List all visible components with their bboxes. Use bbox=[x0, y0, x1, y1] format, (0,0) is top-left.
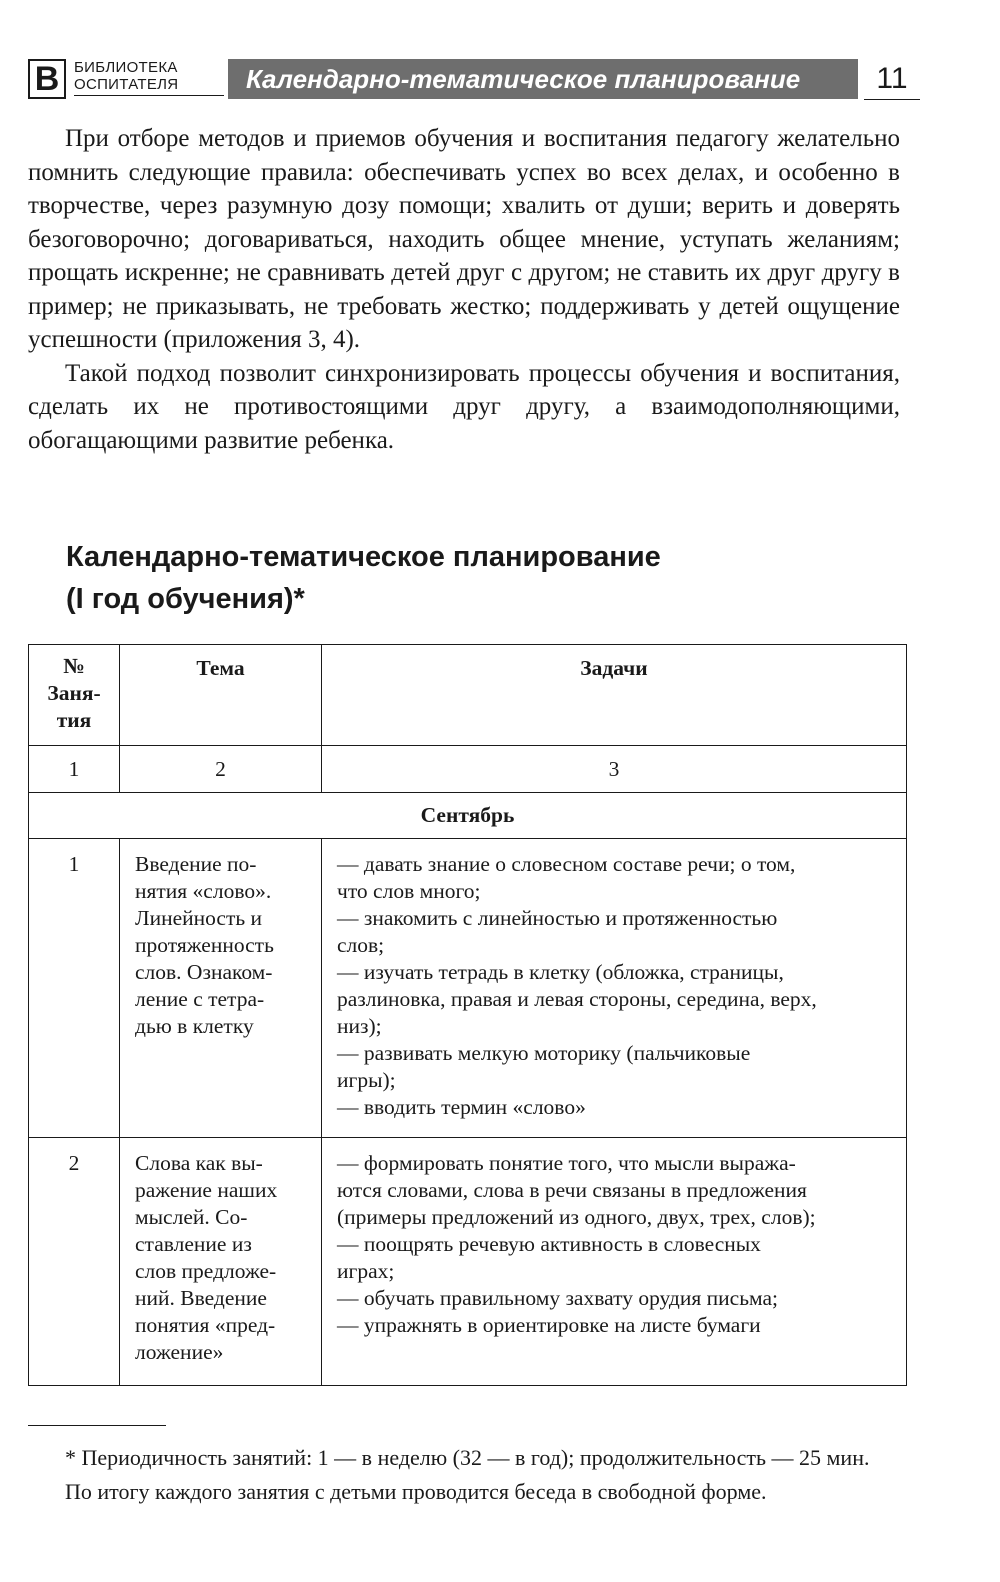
task-line: — знакомить с линейностью и протяженностью bbox=[337, 906, 778, 930]
topic-line: Введение по- bbox=[135, 852, 257, 876]
topic-line: ставление из bbox=[135, 1232, 252, 1256]
series-logo-line-1: БИБЛИОТЕКА bbox=[74, 59, 178, 76]
task-line: — упражнять в ориентировке на листе бумаги bbox=[337, 1313, 761, 1337]
task-line: — формировать понятие того, что мысли выража- bbox=[337, 1151, 796, 1175]
topic-line: ление с тетра- bbox=[135, 987, 265, 1011]
topic-line: нятия «слово». bbox=[135, 879, 272, 903]
footnote-rule bbox=[28, 1425, 166, 1426]
task-line: — поощрять речевую активность в словесных bbox=[337, 1232, 761, 1256]
lesson-tasks bbox=[322, 839, 907, 1138]
series-logo-text bbox=[74, 59, 224, 96]
section-heading-line-2: (I год обучения)* bbox=[66, 583, 305, 615]
topic-line: ний. Введение bbox=[135, 1286, 267, 1310]
lesson-number: 2 bbox=[29, 1138, 120, 1386]
series-logo-line-2: ОСПИТАТЕЛЯ bbox=[74, 76, 179, 93]
header-num-line-3: тия bbox=[56, 708, 92, 732]
task-line: играх; bbox=[337, 1259, 395, 1283]
header-lesson-number bbox=[29, 645, 120, 746]
paragraph-2: Такой подход позволит синхронизировать процессы обучения и воспитания, сделать их не противостоящими друг другу, а взаимодополняющими, обогащающими развитие ребенка. bbox=[28, 359, 900, 454]
month-label: Сентябрь bbox=[29, 793, 907, 839]
page-number: 11 bbox=[864, 59, 920, 100]
series-logo-letter: В bbox=[28, 59, 66, 99]
task-line: (примеры предложений из одного, двух, трех, слов); bbox=[337, 1205, 816, 1229]
section-heading bbox=[66, 536, 886, 620]
topic-line: слов предложе- bbox=[135, 1259, 277, 1283]
table-header-row bbox=[29, 645, 907, 746]
task-line: слов; bbox=[337, 933, 385, 957]
task-line: низ); bbox=[337, 1014, 382, 1038]
footnotes bbox=[28, 1443, 908, 1506]
topic-line: слов. Ознаком- bbox=[135, 960, 273, 984]
footnote-conversation: По итогу каждого занятия с детьми проводится беседа в свободной форме. bbox=[65, 1479, 767, 1504]
topic-line: понятия «пред- bbox=[135, 1313, 276, 1337]
topic-line: ложение» bbox=[135, 1340, 224, 1364]
task-line: — изучать тетрадь в клетку (обложка, страницы, bbox=[337, 960, 784, 984]
lesson-topic bbox=[120, 839, 322, 1138]
paragraph-1: При отборе методов и приемов обучения и воспитания педагогу желательно помнить следующие правила: обеспечивать успех во всех делах, и особенно в творчестве, через разумную дозу помощи; хвалить от души; верить и доверять безоговорочно; договариваться, находить общее мнение, уступать желаниям; прощать искренне; не сравнивать детей друг с другом; не ставить их друг другу в пример; не приказывать, не требовать жестко; поддерживать у детей ощущение успешности (приложения 3, 4). bbox=[28, 125, 900, 353]
plan-table bbox=[28, 644, 907, 1386]
column-number-3: 3 bbox=[322, 746, 907, 793]
footnote-periodicity: * Периодичность занятий: 1 — в неделю (32 — в год); продолжительность — 25 мин. bbox=[65, 1445, 870, 1470]
lesson-number: 1 bbox=[29, 839, 120, 1138]
header-num-line-1: № bbox=[63, 654, 85, 678]
topic-line: Линейность и bbox=[135, 906, 263, 930]
running-header bbox=[28, 55, 908, 105]
task-line: что слов много; bbox=[337, 879, 481, 903]
month-row bbox=[29, 793, 907, 839]
column-number-1: 1 bbox=[29, 746, 120, 793]
task-line: — давать знание о словесном составе речи; о том, bbox=[337, 852, 796, 876]
column-number-2: 2 bbox=[120, 746, 322, 793]
topic-line: дью в клетку bbox=[135, 1014, 254, 1038]
header-tasks: Задачи bbox=[322, 645, 907, 746]
header-num-line-2: Заня- bbox=[47, 681, 101, 705]
running-title: Календарно-тематическое планирование bbox=[228, 59, 858, 99]
topic-line: ражение наших bbox=[135, 1178, 278, 1202]
lesson-topic bbox=[120, 1138, 322, 1386]
lesson-tasks bbox=[322, 1138, 907, 1386]
task-line: ются словами, слова в речи связаны в предложения bbox=[337, 1178, 807, 1202]
topic-line: протяженность bbox=[135, 933, 274, 957]
section-heading-line-1: Календарно-тематическое планирование bbox=[66, 541, 661, 573]
header-topic: Тема bbox=[120, 645, 322, 746]
topic-line: Слова как вы- bbox=[135, 1151, 263, 1175]
task-line: — вводить термин «слово» bbox=[337, 1095, 586, 1119]
task-line: — развивать мелкую моторику (пальчиковые bbox=[337, 1041, 751, 1065]
body-text bbox=[28, 122, 900, 457]
task-line: разлиновка, правая и левая стороны, середина, верх, bbox=[337, 987, 817, 1011]
table-row bbox=[29, 839, 907, 1138]
column-number-row bbox=[29, 746, 907, 793]
topic-line: мыслей. Со- bbox=[135, 1205, 248, 1229]
task-line: игры); bbox=[337, 1068, 396, 1092]
table-row bbox=[29, 1138, 907, 1386]
task-line: — обучать правильному захвату орудия письма; bbox=[337, 1286, 778, 1310]
